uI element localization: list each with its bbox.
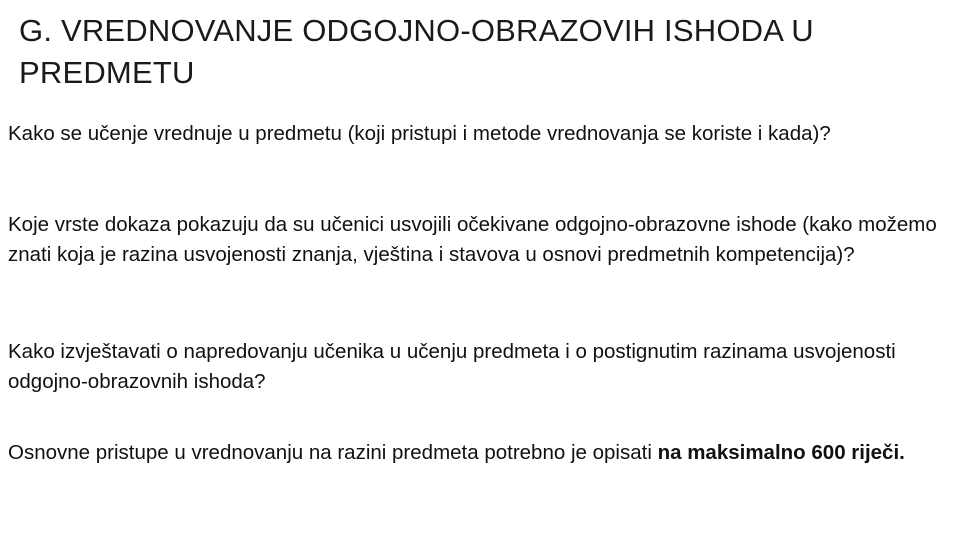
paragraph-assessment-methods: Kako se učenje vrednuje u predmetu (koji pristupi i metode vrednovanja se koriste i kada)?: [8, 122, 831, 145]
slide-title: G. VREDNOVANJE ODGOJNO-OBRAZOVIH ISHODA U PREDMETU: [19, 13, 814, 90]
paragraph-reporting: Kako izvještavati o napredovanju učenika u učenju predmeta i o postignutim razinama usvojenosti odgojno-obrazovnih ishoda?: [8, 340, 896, 393]
word-limit-emphasis: na maksimalno 600 riječi.: [657, 441, 905, 464]
word-limit-text: Osnovne pristupe u vrednovanju na razini predmeta potrebno je opisati: [8, 441, 658, 464]
paragraph-evidence: Koje vrste dokaza pokazuju da su učenici usvojili očekivane odgojno-obrazovne ishode (kako možemo znati koja je razina usvojenosti znanja, vještina i stavova u osnovi predmetnih kompetencija)?: [8, 213, 937, 266]
paragraph-word-limit: [8, 438, 948, 468]
